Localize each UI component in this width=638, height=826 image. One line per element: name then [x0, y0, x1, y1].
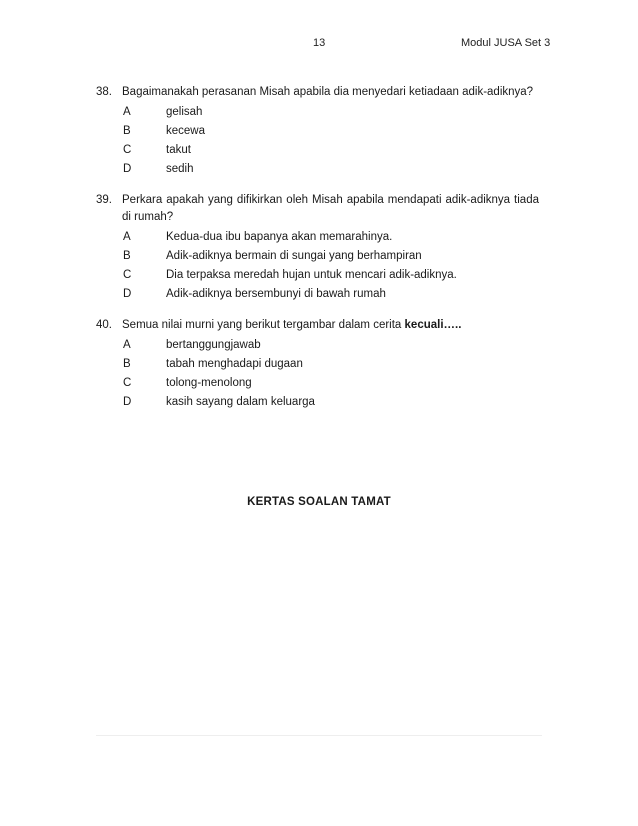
page-header	[0, 37, 638, 53]
option-list	[0, 228, 638, 304]
footer-divider	[96, 735, 542, 736]
option-b	[0, 122, 638, 141]
option-d	[0, 285, 638, 304]
option-text: takut	[166, 144, 191, 156]
end-of-paper-text: KERTAS SOALAN TAMAT	[247, 496, 391, 508]
question-number: 40.	[96, 319, 112, 331]
option-letter: B	[123, 358, 131, 370]
option-c	[0, 141, 638, 160]
question-text-main: Semua nilai murni yang berikut tergambar dalam cerita	[122, 319, 405, 331]
option-a	[0, 336, 638, 355]
option-letter: A	[123, 106, 131, 118]
option-list	[0, 336, 638, 412]
option-text: bertanggungjawab	[166, 339, 261, 351]
option-d	[0, 393, 638, 412]
question-number: 38.	[96, 86, 112, 98]
option-text: Kedua-dua ibu bapanya akan memarahinya.	[166, 231, 393, 243]
option-a	[0, 228, 638, 247]
question-40	[0, 317, 638, 412]
question-list	[0, 84, 638, 425]
option-letter: D	[123, 396, 132, 408]
option-letter: D	[123, 163, 132, 175]
option-letter: D	[123, 288, 132, 300]
option-text: sedih	[166, 163, 194, 175]
option-c	[0, 374, 638, 393]
option-list	[0, 103, 638, 179]
option-text: Adik-adiknya bersembunyi di bawah rumah	[166, 288, 386, 300]
question-number: 39.	[96, 194, 112, 206]
question-38	[0, 84, 638, 179]
option-c	[0, 266, 638, 285]
option-text: kasih sayang dalam keluarga	[166, 396, 315, 408]
option-text: tolong-menolong	[166, 377, 252, 389]
option-a	[0, 103, 638, 122]
question-39	[0, 192, 638, 304]
question-text-emphasis: kecuali…..	[404, 319, 462, 331]
option-text: kecewa	[166, 125, 205, 137]
option-letter: B	[123, 125, 131, 137]
option-letter: B	[123, 250, 131, 262]
question-text: Perkara apakah yang difikirkan oleh Misah apabila mendapati adik-adiknya tiada di rumah?	[122, 194, 539, 223]
option-letter: C	[123, 144, 132, 156]
option-text: tabah menghadapi dugaan	[166, 358, 303, 370]
question-text: Bagaimanakah perasanan Misah apabila dia menyedari ketiadaan adik-adiknya?	[122, 86, 534, 98]
option-b	[0, 355, 638, 374]
module-title: Modul JUSA Set 3	[461, 37, 551, 49]
option-text: gelisah	[166, 106, 203, 118]
option-text: Adik-adiknya bermain di sungai yang berhampiran	[166, 250, 422, 262]
question-text	[122, 317, 539, 334]
page-number: 13	[313, 37, 326, 49]
option-letter: C	[123, 377, 132, 389]
option-letter: A	[123, 231, 131, 243]
option-letter: C	[123, 269, 132, 281]
option-b	[0, 247, 638, 266]
option-d	[0, 160, 638, 179]
option-text: Dia terpaksa meredah hujan untuk mencari adik-adiknya.	[166, 269, 457, 281]
option-letter: A	[123, 339, 131, 351]
